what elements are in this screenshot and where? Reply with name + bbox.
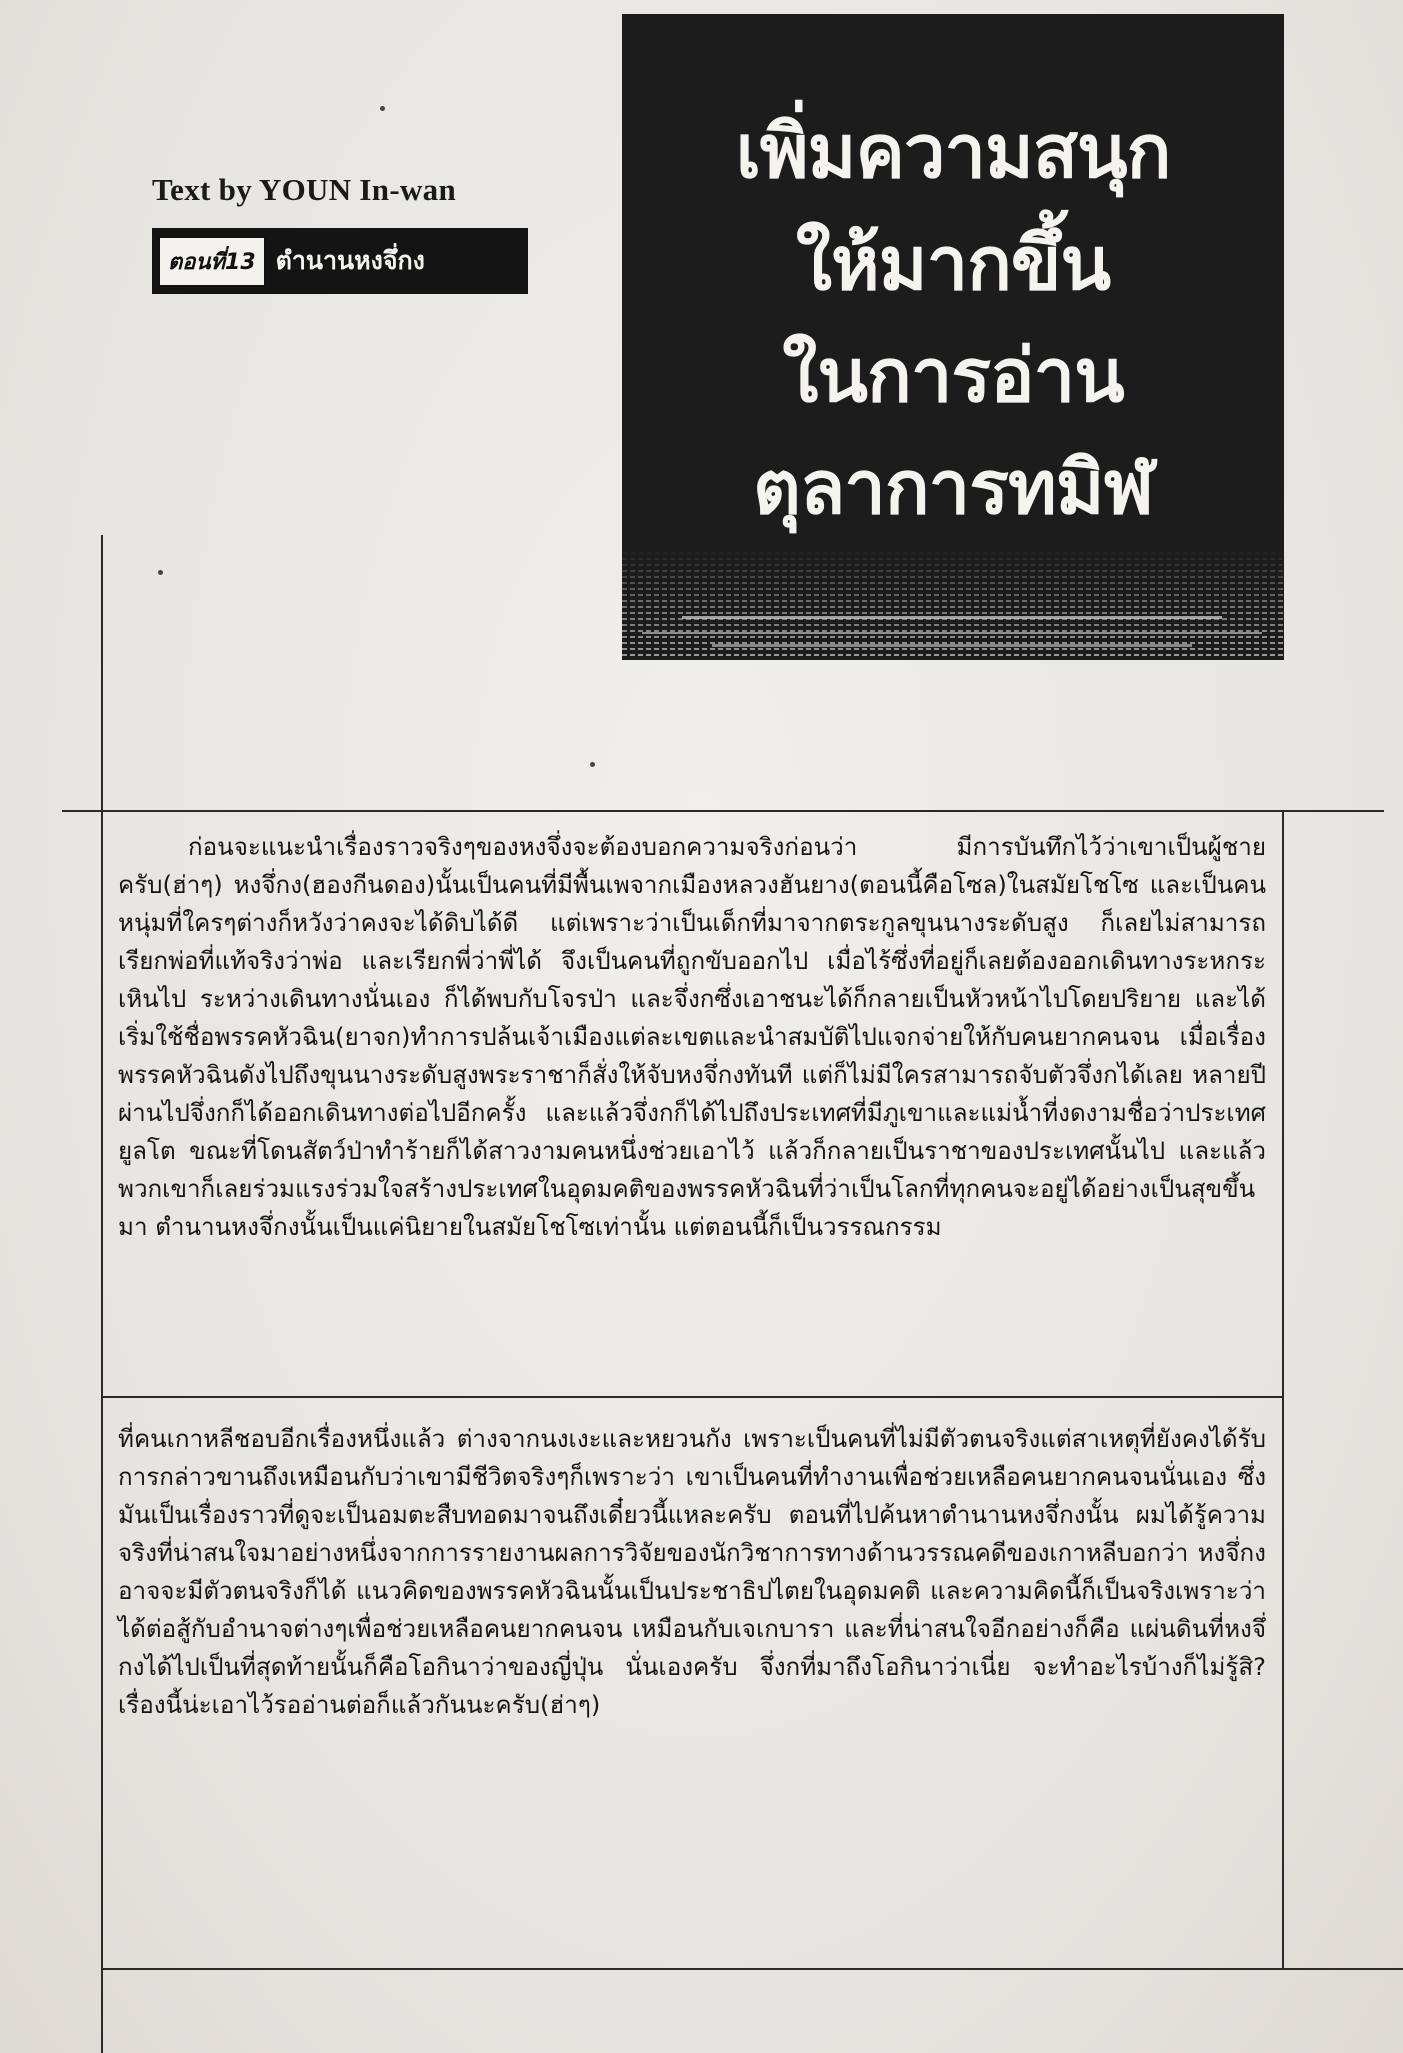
column-rule-left <box>101 535 103 2053</box>
article-paragraph-2: ที่คนเกาหลีชอบอีกเรื่องหนึ่งแล้ว ต่างจากนงเงะและหยวนกัง เพราะเป็นคนที่ไม่มีตัวตนจริงแต่สาเหตุที่ยังคงได้รับการกล่าวขานถึงเหมือนกับว่าเขามีชีวิตจริงๆก็เพราะว่า เขาเป็นคนที่ทำงานเพื่อช่วยเหลือคนยากคนจนนั่นเอง ซึ่งมันเป็นเรื่องราวที่ดูจะเป็นอมตะสืบทอดมาจนถึงเดี๋ยวนี้แหละครับ ตอนที่ไปค้นหาตำนานหงจึ่กงนั้น ผมได้รู้ความจริงที่น่าสนใจมาอย่างหนึ่งจากการรายงานผลการวิจัยของนักวิชาการทางด้านวรรณคดีของเกาหลีบอกว่า หงจึ่กงอาจจะมีตัวตนจริงก็ได้ แนวคิดของพรรคหัวฉินนั้นเป็นประชาธิปไตยในอุดมคติ และความคิดนี้ก็เป็นจริงเพราะว่าได้ต่อสู้กับอำนาจต่างๆเพื่อช่วยเหลือคนยากคนจน เหมือนกับเจเกบารา และที่น่าสนใจอีกอย่างก็คือ แผ่นดินที่หงจึ่กงได้ไปเป็นที่สุดท้ายนั้นก็คือโอกินาว่าของญี่ปุ่น นั่นเองครับ จึ่งกที่มาถึงโอกินาว่าเนี่ย จะทำอะไรบ้างก็ไม่รู้สิ? เรื่องนี้น่ะเอาไว้รออ่านต่อก็แล้วกันนะครับ(ฮ่าๆ) <box>118 1425 1266 1719</box>
headline-line-1: เพิ่มความสนุก <box>735 109 1171 195</box>
author-byline: Text by YOUN In-wan <box>152 172 456 207</box>
episode-number: ตอนที่13 <box>158 236 266 287</box>
headline-texture-graphic <box>622 520 1284 660</box>
print-speck <box>158 570 163 575</box>
episode-label <box>152 228 528 294</box>
rule-bottom <box>101 1968 1403 1970</box>
headline-line-3: ในการอ่าน <box>782 333 1124 419</box>
article-paragraph-1: ก่อนจะแนะนำเรื่องราวจริงๆของหงจึ่งจะต้องบอกความจริงก่อนว่า มีการบันทึกไว้ว่าเขาเป็นผู้ชายครับ(ฮ่าๆ) หงจึ่กง(ฮองกีนดอง)นั้นเป็นคนที่มีพื้นเพจากเมืองหลวงฮันยาง(ตอนนี้คือโซล)ในสมัยโชโซ และเป็นคนหนุ่มที่ใครๆต่างก็หวังว่าคงจะได้ดิบได้ดี แต่เพราะว่าเป็นเด็กที่มาจากตระกูลขุนนางระดับสูง ก็เลยไม่สามารถเรียกพ่อที่แท้จริงว่าพ่อ และเรียกพี่ว่าพี่ได้ จึงเป็นคนที่ถูกขับออกไป เมื่อไร้ซึ่งที่อยู่ก็เลยต้องออกเดินทางระหกระเหินไป ระหว่างเดินทางนั่นเอง ก็ได้พบกับโจรป่า และจึ่งกซึ่งเอาชนะได้ก็กลายเป็นหัวหน้าไปโดยปริยาย และได้เริ่มใช้ชื่อพรรคหัวฉิน(ยาจก)ทำการปล้นเจ้าเมืองแต่ละเขตและนำสมบัติไปแจกจ่ายให้กับคนยากคนจน เมื่อเรื่องพรรคหัวฉินดังไปถึงขุนนางระดับสูงพระราชาก็สั่งให้จับหงจึ่กงทันที แต่ก็ไม่มีใครสามารถจับตัวจึ่งกได้เลย หลายปีผ่านไปจึ่งกก็ได้ออกเดินทางต่อไปอีกครั้ง และแล้วจึ่งกก็ได้ไปถึงประเทศที่มีภูเขาและแม่น้ำที่งดงามชื่อว่าประเทศยูลโต ขณะที่โดนสัตว์ป่าทำร้ายก็ได้สาวงามคนหนึ่งช่วยเอาไว้ แล้วก็กลายเป็นราชาของประเทศนั้นไป และแล้วพวกเขาก็เลยร่วมแรงร่วมใจสร้างประเทศในอุดมคติของพรรคหัวฉินที่ว่าเป็นโลกที่ทุกคนจะอยู่ได้อย่างเป็นสุขขึ้นมา ตำนานหงจึ่กงนั้นเป็นแค่นิยายในสมัยโชโซเท่านั้น แต่ตอนนี้ก็เป็นวรรณกรรม <box>118 833 1266 1241</box>
headline-line-4: ตุลาการทมิฬ <box>752 445 1154 531</box>
column-rule-right <box>1282 810 1284 1970</box>
rule-top <box>62 810 1384 812</box>
headline <box>622 96 1284 544</box>
print-speck <box>380 106 385 111</box>
rule-middle <box>101 1396 1284 1398</box>
episode-name: ตำนานหงจึ่กง <box>275 246 425 275</box>
print-speck <box>590 762 595 767</box>
headline-line-2: ให้มากขึ้น <box>795 221 1111 307</box>
headline-box <box>622 14 1284 660</box>
